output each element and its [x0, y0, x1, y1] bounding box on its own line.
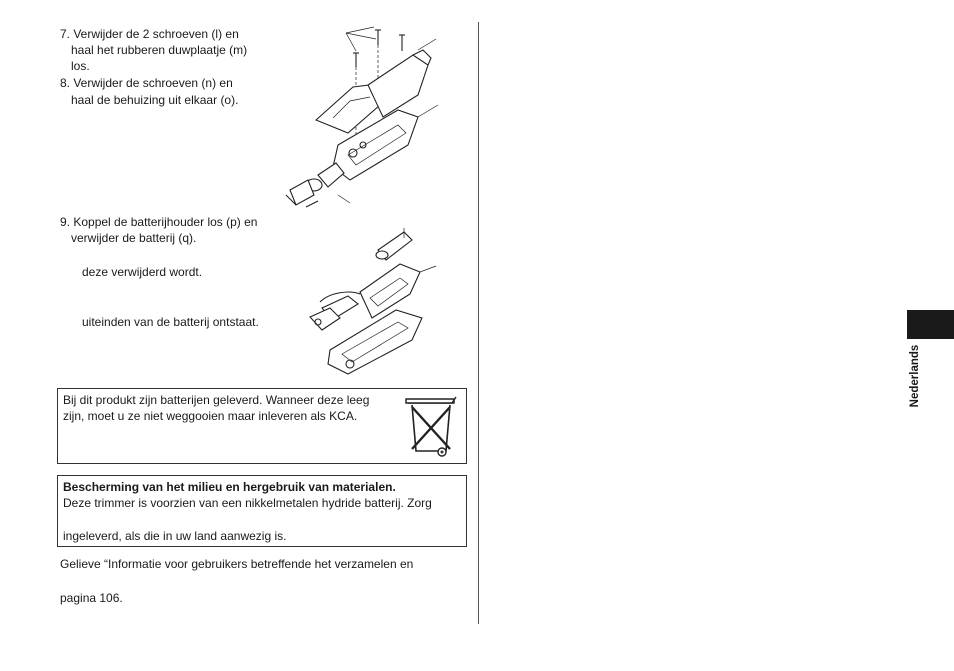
footer-line-2: pagina 106.: [60, 591, 123, 605]
trimmer-disassembly-illustration: [278, 25, 438, 215]
step-7-line-3: los.: [71, 59, 90, 73]
battery-notice-line-2: zijn, moet u ze niet weggooien maar inleveren als KCA.: [63, 409, 358, 423]
step-7-line-1: 7. Verwijder de 2 schroeven (l) en: [60, 27, 239, 41]
environment-box: [57, 475, 467, 547]
screw-icon: [353, 30, 405, 67]
environment-heading: Bescherming van het milieu en hergebruik van materialen.: [63, 480, 396, 494]
footer-line-1: Gelieve “Informatie voor gebruikers betreffende het verzamelen en: [60, 557, 414, 571]
language-tab-label: Nederlands: [909, 344, 921, 408]
note-battery-removal: deze verwijderd wordt.: [82, 265, 203, 279]
step-9-line-1: 9. Koppel de batterijhouder los (p) en: [60, 215, 258, 229]
battery-removal-illustration: [300, 222, 440, 382]
language-tab-marker: [907, 310, 954, 339]
step-8-line-1: 8. Verwijder de schroeven (n) en: [60, 76, 233, 90]
step-7-line-2: haal het rubberen duwplaatje (m): [71, 43, 248, 57]
battery-notice-box: [57, 388, 467, 464]
battery-notice-line-1: Bij dit produkt zijn batterijen geleverd. Wanneer deze leeg: [63, 393, 370, 407]
step-8-line-2: haal de behuizing uit elkaar (o).: [71, 93, 239, 107]
column-divider: [478, 22, 479, 624]
crossed-out-wheelie-bin-icon: [404, 393, 460, 457]
note-battery-ends: uiteinden van de batterij ontstaat.: [82, 315, 259, 329]
environment-line-1: Deze trimmer is voorzien van een nikkelmetalen hydride batterij. Zorg: [63, 496, 432, 510]
environment-line-2: ingeleverd, als die in uw land aanwezig is.: [63, 529, 287, 543]
step-9-line-2: verwijder de batterij (q).: [71, 231, 197, 245]
